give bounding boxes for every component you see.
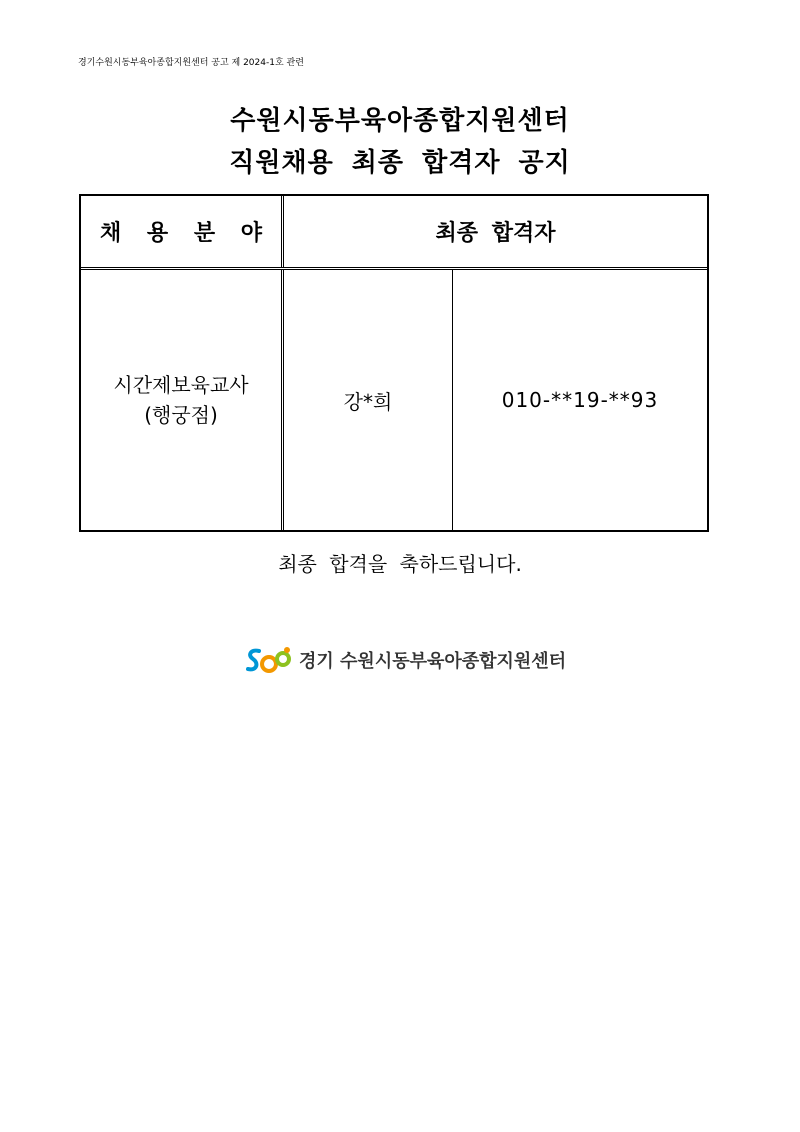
header-field: 채 용 분 야 — [81, 196, 284, 267]
field-name: 시간제보육교사 — [113, 373, 249, 397]
header-reference: 경기수원시동부육아종합지원센터 공고 제 2024-1호 관련 — [78, 58, 304, 68]
center-logo-icon — [245, 645, 293, 675]
title-line-2: 직원채용 최종 합격자 공지 — [229, 148, 571, 178]
footer-logo — [245, 645, 566, 675]
result-table — [79, 194, 709, 532]
cell-phone: 010-**19-**93 — [501, 388, 659, 412]
congrats-message: 최종 합격을 축하드립니다. — [278, 552, 522, 576]
header-result: 최종 합격자 — [435, 221, 556, 246]
table-header-row — [81, 196, 707, 270]
cell-name: 강*희 — [284, 270, 453, 530]
field-location: (행궁점) — [144, 403, 218, 427]
cell-field — [81, 270, 284, 530]
title-line-1: 수원시동부육아종합지원센터 — [230, 106, 570, 136]
table-row — [81, 270, 707, 530]
footer-org-name: 경기 수원시동부육아종합지원센터 — [299, 651, 567, 672]
